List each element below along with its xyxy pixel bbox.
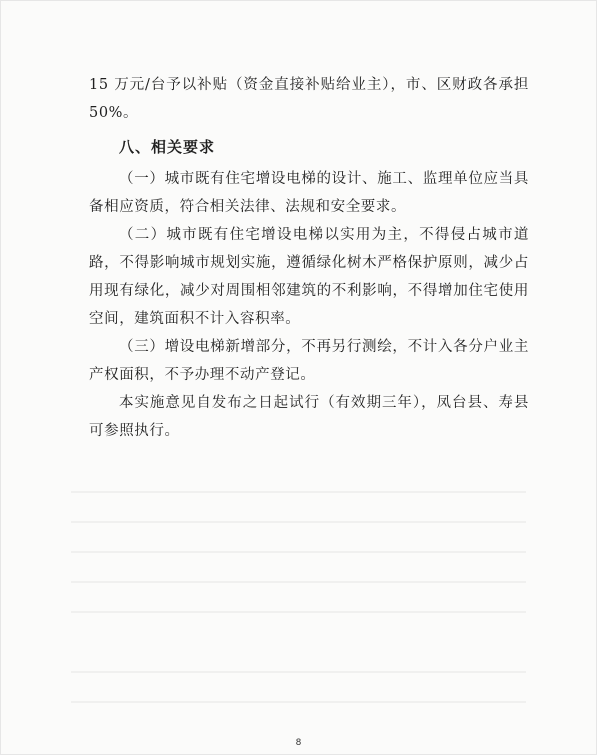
bleed-through-line xyxy=(71,521,526,523)
bleed-through-line xyxy=(71,551,526,553)
bleed-through-line xyxy=(71,581,526,583)
page-number: 8 xyxy=(295,738,302,748)
bleed-through-line xyxy=(71,491,526,493)
section-heading: 八、相关要求 xyxy=(119,138,216,156)
closing-paragraph: 本实施意见自发布之日起试行（有效期三年），凤台县、寿县可参照执行。 xyxy=(89,395,529,439)
requirement-item-2: （二）城市既有住宅增设电梯以实用为主，不得侵占城市道路，不得影响城市规划实施，遵循绿化树木严格保护原则，减少占用现有绿化，减少对周围相邻建筑的不利影响，不得增加住宅使用空间，建筑面积不计入容积率。 xyxy=(89,227,529,327)
bleed-through-line xyxy=(71,611,526,613)
requirement-item-1: （一）城市既有住宅增设电梯的设计、施工、监理单位应当具备相应资质，符合相关法律、法规和安全要求。 xyxy=(89,171,529,215)
requirement-item-3: （三）增设电梯新增部分，不再另行测绘，不计入各分户业主产权面积，不予办理不动产登记。 xyxy=(89,339,529,383)
subsidy-paragraph: 15 万元/台予以补贴（资金直接补贴给业主），市、区财政各承担 50%。 xyxy=(89,77,529,121)
bleed-through-line xyxy=(71,671,526,673)
document-body xyxy=(89,71,529,445)
bleed-through-line xyxy=(71,701,526,703)
